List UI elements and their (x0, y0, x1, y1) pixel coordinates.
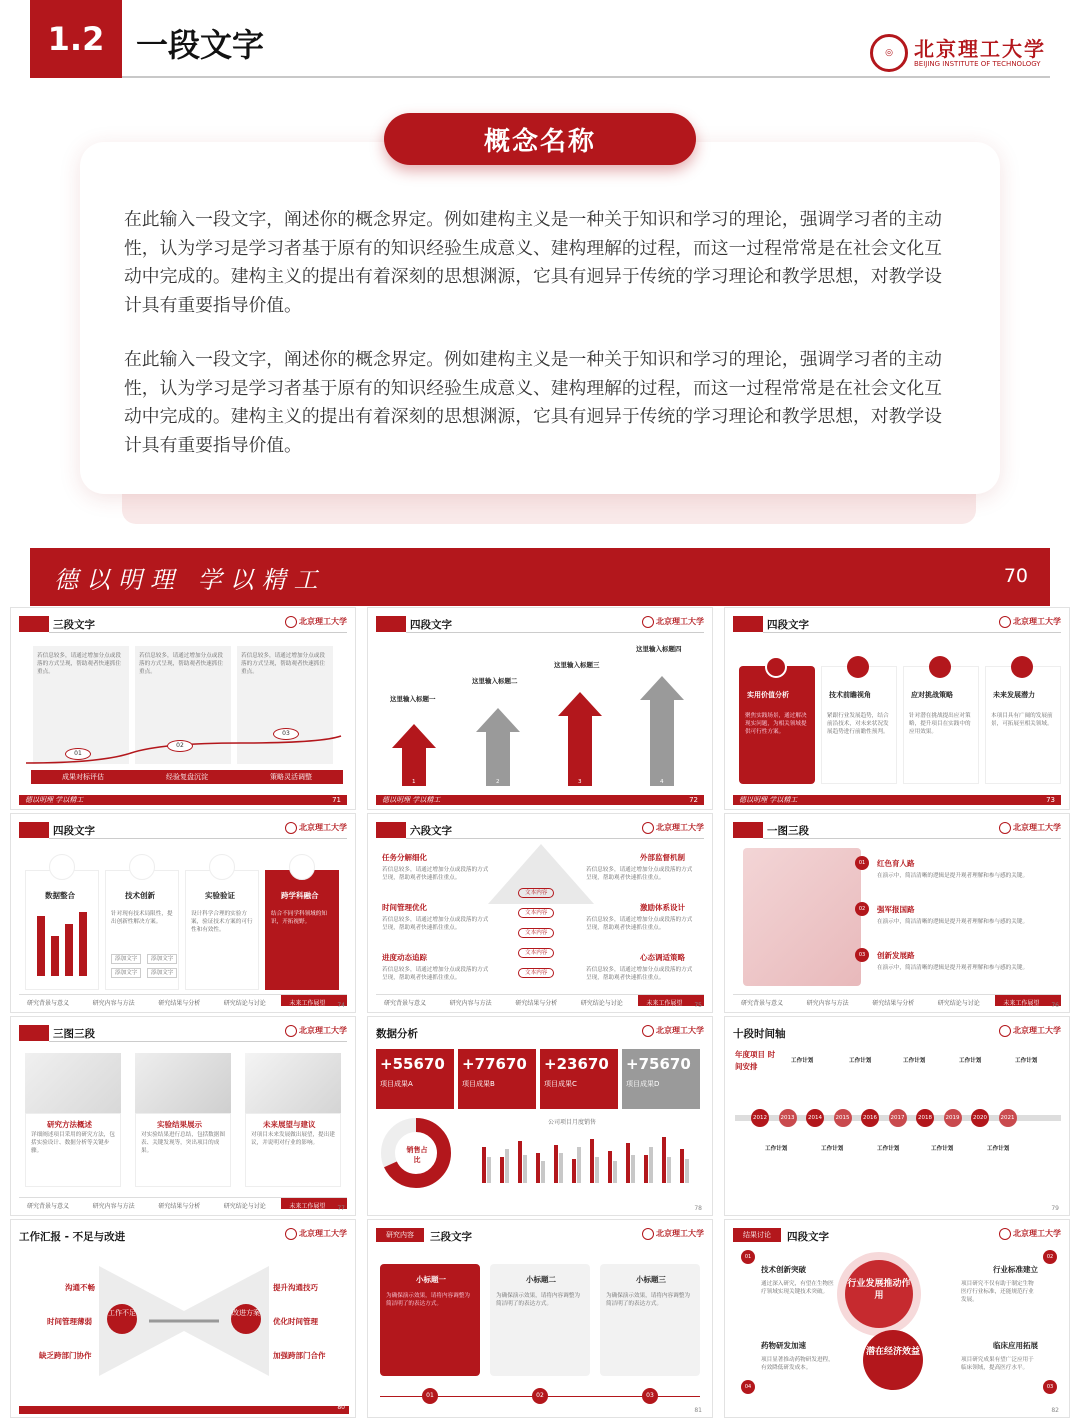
timeline-year-2012: 2012 (751, 1109, 769, 1127)
timeline-year-2016: 2016 (861, 1109, 879, 1127)
thumbnail-slide-82[interactable]: 结果讨论 四段文字 北京理工大学 行业发展推动作用 潜在经济效益 技术创新突破 药物研发加速 行业标准建立 临床应用拓展 通过深入研究，有望在生物医疗领域实现关键技术突破。 项目显著推动药物研发进程，有效降低研发成本。 项目研究不仅有助于制定生物医疗行业标准，还能规范行业发展。 项目研究成果有望广泛应用于临床领域，提高医疗水平。 01 02 03 04 82 (724, 1219, 1070, 1418)
timeline-year-2021: 2021 (999, 1109, 1017, 1127)
landmark-photo (743, 848, 861, 986)
timeline-year-2017: 2017 (889, 1109, 907, 1127)
timeline-year-2015: 2015 (834, 1109, 852, 1127)
university-logo (870, 34, 1046, 72)
concept-paragraph-2: 在此输入一段文字，阐述你的概念界定。例如建构主义是一种关于知识和学习的理论，强调学习者的主动性，认为学习是学习者基于原有的知识经验生成意义、建构理解的过程，而这一过程常常是在社会文化互动中完成的。建构主义的提出有着深刻的思想渊源，它具有迥异于传统的学习理论和教学思想，对教学设计具有重要指导价值。 (124, 349, 942, 456)
motto-text: 德以明理 学以精工 (54, 566, 326, 594)
logo-name-cn: 北京理工大学 (914, 36, 1046, 61)
concept-title: 概念名称 (384, 113, 696, 165)
section-number: 1.2 (30, 0, 122, 78)
thumbnail-slide-73[interactable]: 四段文字 北京理工大学 实用价值分析 技术前瞻视角 应对挑战策略 未来发展潜力 聚焦实践场景，通过解决现实问题，为相关领域提供可行性方案。 紧跟行业发展趋势，结合前沿技术，对未来状况发展趋势进行前瞻性预判。 针对潜在挑战提出应对策略，提升项目在实践中的应用效果。 本项目具有广阔的发展前景，可拓展至相关领域。 德以明理 学以精工 73 (724, 607, 1070, 810)
page-title: 一段文字 (136, 26, 265, 64)
motto-banner (30, 548, 1050, 606)
thumbnail-slide-72[interactable]: 四段文字 北京理工大学 这里输入标题一 这里输入标题二 这里输入标题三 这里输入标题四 1 2 3 4 德以明理 学以精工 72 (367, 607, 713, 810)
thumbnail-slide-77[interactable]: 三图三段 北京理工大学 研究方法概述 实验结果展示 未来展望与建议 详细阐述项目采用的研究方法，包括实验设计、数据分析等关键步骤。 对实验结果进行总结，包括数据图表、关键发现等，突出项目的成果。 对项目未来发展做出展望，提出建议，并说明对行业的影响。 研究背景与意义 研究内容与方法 研究结果与分析 研究结论与讨论 未来工作展望 77 (10, 1016, 356, 1216)
timeline-year-2020: 2020 (971, 1109, 989, 1127)
thumbnail-slide-79[interactable]: 十段时间轴 北京理工大学 年度项目 时间安排 2012 2013 2014 2015 2016 2017 2018 2019 2020 2021 工作计划 工作计划 工作计划 工作计划 工作计划 工作计划 工作计划 工作计划 工作计划 工作计划 79 (724, 1016, 1070, 1216)
thumbnail-slide-74[interactable]: 四段文字 北京理工大学 数据整合 技术创新 实验验证 跨学科融合 针对现有技术局限性，提出创新性解决方案。 设计科学合理的实验方案，验证技术方案的可行性和有效性。 结合不同学科领域的知识，开拓视野。 添加文字 添加文字 添加文字 添加文字 研究背景与意义 研究内容与方法 研究结果与分析 研究结论与讨论 未来工作展望 74 (10, 813, 356, 1013)
timeline-year-2019: 2019 (944, 1109, 962, 1127)
concept-paragraph-1: 在此输入一段文字，阐述你的概念界定。例如建构主义是一种关于知识和学习的理论，强调学习者的主动性，认为学习是学习者基于原有的知识经验生成意义、建构理解的过程，而这一过程常常是在社会文化互动中完成的。建构主义的提出有着深刻的思想渊源，它具有迥异于传统的学习理论和教学思想，对教学设计具有重要指导价值。 (124, 209, 942, 316)
timeline-year-2013: 2013 (779, 1109, 797, 1127)
banner-page-number: 70 (1003, 565, 1028, 587)
thumbnail-slide-80[interactable]: 工作汇报 - 不足与改进 北京理工大学 工作不足 改进方案 沟通不畅 时间管理薄弱 缺乏跨部门协作 提升沟通技巧 优化时间管理 加强跨部门合作 80 (10, 1219, 356, 1418)
thumbnail-slide-81[interactable]: 研究内容 三段文字 北京理工大学 小标题一 小标题二 小标题三 为确保演示效果，请将内容调整为简洁明了的表达方式。 为确保演示效果，请将内容调整为简洁明了的表达方式。 为确保演示效果，请将内容调整为简洁明了的表达方式。 01 02 03 81 (367, 1219, 713, 1418)
timeline-year-2014: 2014 (806, 1109, 824, 1127)
header-divider (122, 76, 1050, 78)
thumbnail-slide-78[interactable]: 数据分析 北京理工大学 +55670 +77670 +23670 +75670 项目成果A 项目成果B 项目成果C 项目成果D 销售占比 公司项目月度销售 78 (367, 1016, 713, 1216)
timeline-year-2018: 2018 (916, 1109, 934, 1127)
thumbnail-slide-76[interactable]: 一图三段 北京理工大学 01 02 03 红色育人路 强军报国路 创新发展路 在演示中，简洁清晰的逻辑是提升观者理解和参与感的关键。 在演示中，简洁清晰的逻辑是提升观者理解和参与感的关键。 在演示中，简洁清晰的逻辑是提升观者理解和参与感的关键。 研究背景与意义 研究内容与方法 研究结果与分析 研究结论与讨论 未来工作展望 76 (724, 813, 1070, 1013)
thumbnail-slide-75[interactable]: 六段文字 北京理工大学 任务分解细化 时间管理优化 进度动态追踪 外部监督机制 激励体系设计 心态调适策略 若信息较多，请通过增加分点或段落的方式呈现，帮助观者快速抓住重点。 若信息较多，请通过增加分点或段落的方式呈现，帮助观者快速抓住重点。 若信息较多，请通过增加分点或段落的方式呈现，帮助观者快速抓住重点。 若信息较多，请通过增加分点或段落的方式呈现，帮助观者快速抓住重点。 若信息较多，请通过增加分点或段落的方式呈现，帮助观者快速抓住重点。 若信息较多，请通过增加分点或段落的方式呈现，帮助观者快速抓住重点。 文本内容 文本内容 文本内容 文本内容 文本内容 研究背景与意义 研究内容与方法 研究结果与分析 研究结论与讨论 未来工作展望 75 (367, 813, 713, 1013)
logo-name-en: BEIJING INSTITUTE OF TECHNOLOGY (914, 59, 1041, 68)
seal-icon: ◎ (870, 34, 908, 72)
slide-header (0, 0, 1080, 80)
thumbnail-slide-71[interactable]: 三段文字 北京理工大学 若信息较多，请通过增加分点或段落的方式呈现，帮助观者快速抓住重点。 若信息较多，请通过增加分点或段落的方式呈现，帮助观者快速抓住重点。 若信息较多，请通过增加分点或段落的方式呈现，帮助观者快速抓住重点。 01 02 03 成果对标评估 经验复盘沉淀 策略灵活调整 德以明理 学以精工 71 (10, 607, 356, 810)
